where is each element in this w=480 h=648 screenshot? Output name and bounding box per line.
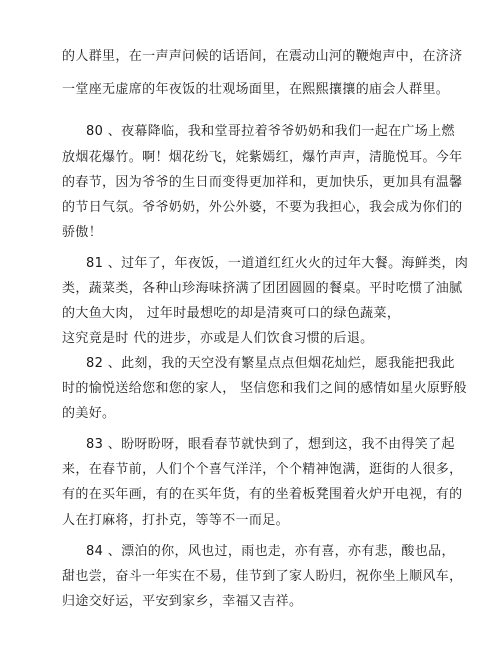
paragraph-80-first-line: 80 、夜幕降临，我和堂哥拉着爷爷奶奶和我们一起在广场上燃 [86, 124, 455, 139]
text-line: 人在打麻将，打扑克，等等不一而足。 [62, 513, 289, 528]
text-line: 时的愉悦送给您和您的家人， 坚信您和我们之间的感情如星火原野般 [62, 381, 467, 396]
text-line: 放烟花爆竹。啊！烟花纷飞，姹紫嫣红，爆竹声声，清脆悦耳。今年 [62, 150, 463, 165]
text-line: 的美好。 [62, 406, 116, 421]
text-line: 的人群里，在一声声问候的话语间，在震动山河的鞭炮声中，在济济 [62, 49, 463, 64]
text-line: 归途交好运，平安到家乡，幸福又吉祥。 [62, 594, 303, 609]
paragraph-83-first-line: 83 、盼呀盼呀，眼看春节就快到了，想到这，我不由得笑了起 [86, 437, 455, 452]
paragraph-81-first-line: 81 、过年了，年夜饭，一道道红红火火的过年大餐。海鲜类，肉 [86, 256, 469, 271]
text-line: 一堂座无虚席的年夜饭的壮观场面里，在熙熙攘攘的庙会人群里。 [62, 82, 450, 97]
text-line: 骄傲！ [62, 225, 103, 240]
text-line: 来，在春节前，人们个个喜气洋洋，个个精神饱满，逛街的人很多， [62, 462, 463, 477]
text-line: 甜也尝，奋斗一年实在不易，佳节到了家人盼归，祝你坐上顺风车， [62, 569, 463, 584]
text-line: 类，蔬菜类，各种山珍海味挤满了团团圆圆的餐桌。平时吃惯了油腻 [62, 281, 463, 296]
text-line: 的大鱼大肉， 过年时最想吃的却是清爽可口的绿色蔬菜， [62, 306, 401, 321]
text-line: 的春节，因为爷爷的生日而变得更加祥和，更加快乐，更加具有温馨 [62, 175, 463, 190]
paragraph-82-first-line: 82 、此刻，我的天空没有繁星点点但烟花灿烂，愿我能把我此 [86, 356, 455, 371]
paragraph-84-first-line: 84 、漂泊的你，风也过，雨也走，亦有喜，亦有悲，酸也品， [86, 544, 455, 559]
text-line: 的节日气氛。爷爷奶奶，外公外婆，不要为我担心，我会成为你们的 [62, 200, 463, 215]
text-line: 有的在买年画，有的在买年货，有的坐着板凳围着火炉开电视，有的 [62, 487, 463, 502]
text-line: 这究竟是时 代的进步，亦或是人们饮食习惯的后退。 [62, 331, 374, 346]
